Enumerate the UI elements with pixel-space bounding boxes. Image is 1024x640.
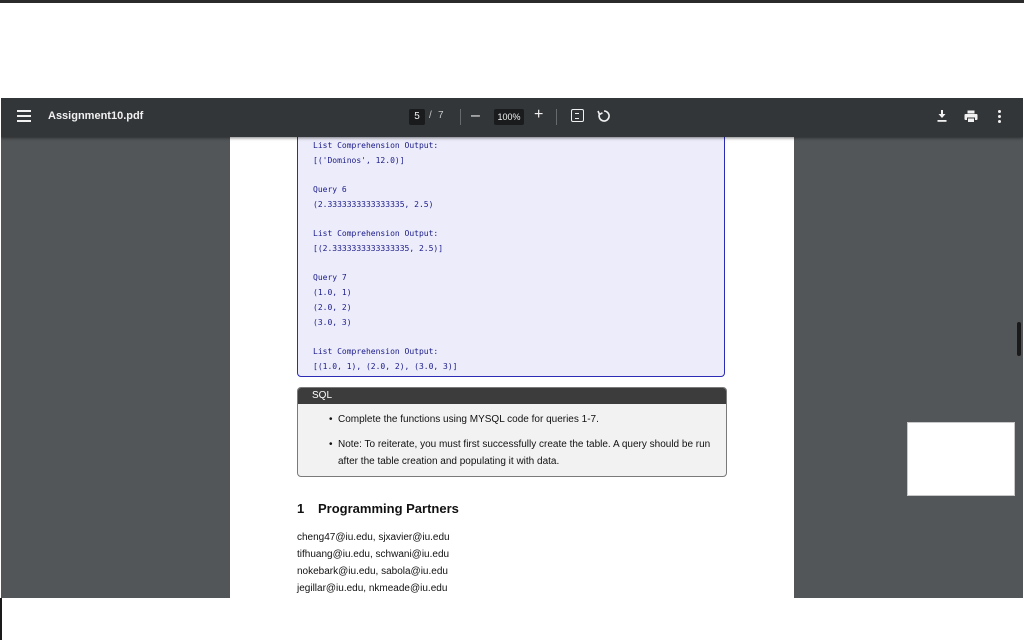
code-line: (2.3333333333333335, 2.5): [313, 200, 434, 209]
window-top-border: [0, 0, 1024, 3]
partner-emails: tifhuang@iu.edu, schwani@iu.edu: [297, 549, 450, 560]
sql-box-title: SQL: [298, 388, 726, 404]
scrollbar-thumb[interactable]: [1017, 322, 1021, 356]
rotate-icon[interactable]: [597, 109, 611, 123]
fit-to-page-icon[interactable]: [571, 109, 584, 122]
code-line: List Comprehension Output:: [313, 141, 439, 150]
bullet-icon: •: [329, 439, 333, 450]
code-line: (1.0, 1): [313, 288, 352, 297]
more-options-icon[interactable]: [998, 110, 1002, 125]
sql-instruction-item: Note: To reiterate, you must first successfully create the table. A query should be run after the table creation and populating it with data.: [338, 439, 711, 467]
code-line: List Comprehension Output:: [313, 229, 439, 238]
sql-instructions-box: [297, 387, 727, 477]
menu-icon[interactable]: [17, 110, 31, 122]
code-line: [(1.0, 1), (2.0, 2), (3.0, 3)]: [313, 362, 458, 371]
toolbar-divider: [556, 109, 557, 125]
zoom-out-button[interactable]: –: [471, 107, 480, 124]
toolbar-divider: [460, 109, 461, 125]
partner-emails: cheng47@iu.edu, sjxavier@iu.edu: [297, 532, 450, 543]
section-title: Programming Partners: [318, 501, 459, 516]
bullet-icon: •: [329, 414, 333, 425]
code-line: Query 7: [313, 273, 347, 282]
overlay-panel: [907, 422, 1015, 496]
zoom-level-input[interactable]: 100%: [494, 109, 524, 125]
code-output-block: [297, 137, 725, 377]
code-line: List Comprehension Output:: [313, 347, 439, 356]
partner-emails: nokebark@iu.edu, sabola@iu.edu: [297, 566, 448, 577]
total-pages: 7: [438, 110, 444, 121]
sql-instruction-item: Complete the functions using MYSQL code for queries 1-7.: [338, 414, 599, 425]
page-number-input[interactable]: 5: [409, 109, 425, 125]
download-icon[interactable]: [936, 109, 948, 123]
zoom-in-button[interactable]: +: [534, 106, 544, 123]
code-line: Query 6: [313, 185, 347, 194]
partner-emails: jegillar@iu.edu, nkmeade@iu.edu: [297, 583, 448, 594]
code-line: [(2.3333333333333335, 2.5)]: [313, 244, 444, 253]
document-title: Assignment10.pdf: [48, 110, 144, 122]
pdf-page: [230, 137, 794, 598]
code-line: (3.0, 3): [313, 318, 352, 327]
pdf-viewer: [1, 98, 1023, 598]
page-separator: /: [429, 110, 432, 121]
print-icon[interactable]: [964, 110, 978, 123]
window-edge: [0, 598, 2, 640]
pdf-toolbar: [1, 98, 1023, 137]
code-line: [('Dominos', 12.0)]: [313, 156, 405, 165]
code-line: (2.0, 2): [313, 303, 352, 312]
section-number: 1: [297, 501, 305, 516]
